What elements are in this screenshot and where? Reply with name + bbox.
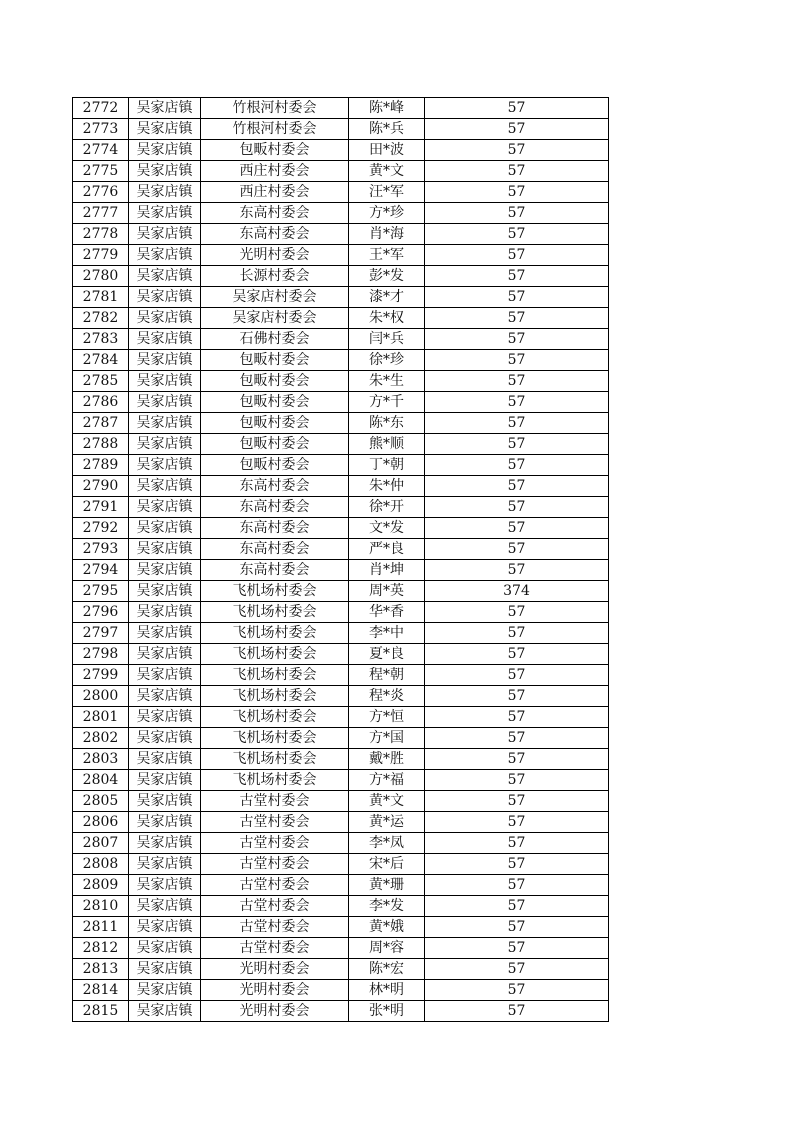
- cell-number: 2808: [73, 854, 129, 875]
- table-row: [73, 644, 609, 665]
- cell-village-committee: 包畈村委会: [201, 434, 349, 455]
- table-row: [73, 959, 609, 980]
- table-row: [73, 896, 609, 917]
- cell-village-committee: 东高村委会: [201, 203, 349, 224]
- cell-amount: 57: [425, 665, 609, 686]
- cell-village-committee: 古堂村委会: [201, 917, 349, 938]
- cell-number: 2780: [73, 266, 129, 287]
- cell-town: 吴家店镇: [129, 140, 201, 161]
- cell-person-name: 王*军: [349, 245, 425, 266]
- cell-amount: 57: [425, 140, 609, 161]
- cell-number: 2778: [73, 224, 129, 245]
- cell-village-committee: 古堂村委会: [201, 812, 349, 833]
- cell-person-name: 方*恒: [349, 707, 425, 728]
- cell-town: 吴家店镇: [129, 665, 201, 686]
- cell-amount: 57: [425, 119, 609, 140]
- cell-amount: 57: [425, 707, 609, 728]
- cell-number: 2784: [73, 350, 129, 371]
- cell-person-name: 朱*权: [349, 308, 425, 329]
- cell-town: 吴家店镇: [129, 728, 201, 749]
- cell-person-name: 田*波: [349, 140, 425, 161]
- cell-town: 吴家店镇: [129, 707, 201, 728]
- table-row: [73, 938, 609, 959]
- cell-amount: 57: [425, 896, 609, 917]
- cell-amount: 57: [425, 623, 609, 644]
- table-row: [73, 98, 609, 119]
- table-row: [73, 707, 609, 728]
- cell-town: 吴家店镇: [129, 161, 201, 182]
- cell-person-name: 漆*才: [349, 287, 425, 308]
- cell-number: 2788: [73, 434, 129, 455]
- cell-town: 吴家店镇: [129, 959, 201, 980]
- table-row: [73, 413, 609, 434]
- cell-town: 吴家店镇: [129, 602, 201, 623]
- cell-town: 吴家店镇: [129, 224, 201, 245]
- cell-number: 2806: [73, 812, 129, 833]
- cell-person-name: 方*千: [349, 392, 425, 413]
- cell-amount: 57: [425, 560, 609, 581]
- cell-number: 2796: [73, 602, 129, 623]
- cell-amount: 57: [425, 329, 609, 350]
- cell-number: 2799: [73, 665, 129, 686]
- cell-number: 2776: [73, 182, 129, 203]
- cell-town: 吴家店镇: [129, 476, 201, 497]
- cell-person-name: 程*朝: [349, 665, 425, 686]
- cell-town: 吴家店镇: [129, 854, 201, 875]
- cell-amount: 57: [425, 497, 609, 518]
- cell-town: 吴家店镇: [129, 266, 201, 287]
- table-row: [73, 245, 609, 266]
- cell-number: 2801: [73, 707, 129, 728]
- cell-amount: 57: [425, 455, 609, 476]
- cell-person-name: 程*炎: [349, 686, 425, 707]
- table-row: [73, 623, 609, 644]
- cell-person-name: 方*珍: [349, 203, 425, 224]
- cell-person-name: 丁*朝: [349, 455, 425, 476]
- cell-village-committee: 飞机场村委会: [201, 602, 349, 623]
- cell-amount: 57: [425, 392, 609, 413]
- cell-number: 2795: [73, 581, 129, 602]
- cell-person-name: 李*发: [349, 896, 425, 917]
- cell-number: 2773: [73, 119, 129, 140]
- cell-amount: 57: [425, 203, 609, 224]
- table-row: [73, 350, 609, 371]
- cell-number: 2791: [73, 497, 129, 518]
- cell-village-committee: 东高村委会: [201, 539, 349, 560]
- cell-amount: 57: [425, 434, 609, 455]
- cell-number: 2792: [73, 518, 129, 539]
- cell-village-committee: 包畈村委会: [201, 371, 349, 392]
- cell-number: 2789: [73, 455, 129, 476]
- cell-village-committee: 飞机场村委会: [201, 644, 349, 665]
- cell-number: 2811: [73, 917, 129, 938]
- cell-town: 吴家店镇: [129, 812, 201, 833]
- table-row: [73, 812, 609, 833]
- cell-person-name: 彭*发: [349, 266, 425, 287]
- cell-town: 吴家店镇: [129, 875, 201, 896]
- table-row: [73, 665, 609, 686]
- cell-person-name: 林*明: [349, 980, 425, 1001]
- cell-amount: 57: [425, 287, 609, 308]
- cell-town: 吴家店镇: [129, 749, 201, 770]
- cell-amount: 57: [425, 770, 609, 791]
- cell-number: 2797: [73, 623, 129, 644]
- cell-person-name: 黄*文: [349, 161, 425, 182]
- cell-town: 吴家店镇: [129, 497, 201, 518]
- cell-number: 2802: [73, 728, 129, 749]
- cell-amount: 57: [425, 875, 609, 896]
- cell-town: 吴家店镇: [129, 98, 201, 119]
- cell-town: 吴家店镇: [129, 560, 201, 581]
- cell-amount: 57: [425, 959, 609, 980]
- cell-amount: 57: [425, 161, 609, 182]
- table-row: [73, 917, 609, 938]
- cell-village-committee: 飞机场村委会: [201, 665, 349, 686]
- cell-person-name: 黄*运: [349, 812, 425, 833]
- cell-village-committee: 包畈村委会: [201, 455, 349, 476]
- cell-town: 吴家店镇: [129, 938, 201, 959]
- cell-village-committee: 西庄村委会: [201, 161, 349, 182]
- cell-amount: 57: [425, 182, 609, 203]
- cell-person-name: 闫*兵: [349, 329, 425, 350]
- cell-amount: 57: [425, 728, 609, 749]
- cell-amount: 57: [425, 749, 609, 770]
- cell-town: 吴家店镇: [129, 329, 201, 350]
- cell-amount: 57: [425, 917, 609, 938]
- cell-number: 2785: [73, 371, 129, 392]
- cell-number: 2813: [73, 959, 129, 980]
- cell-town: 吴家店镇: [129, 539, 201, 560]
- cell-number: 2782: [73, 308, 129, 329]
- cell-person-name: 黄*珊: [349, 875, 425, 896]
- table-row: [73, 434, 609, 455]
- cell-village-committee: 光明村委会: [201, 959, 349, 980]
- cell-village-committee: 东高村委会: [201, 560, 349, 581]
- cell-amount: 57: [425, 413, 609, 434]
- cell-village-committee: 东高村委会: [201, 224, 349, 245]
- cell-amount: 57: [425, 686, 609, 707]
- table-row: [73, 770, 609, 791]
- table-row: [73, 1001, 609, 1022]
- cell-number: 2783: [73, 329, 129, 350]
- cell-person-name: 黄*文: [349, 791, 425, 812]
- cell-town: 吴家店镇: [129, 686, 201, 707]
- cell-town: 吴家店镇: [129, 308, 201, 329]
- table-row: [73, 518, 609, 539]
- cell-number: 2809: [73, 875, 129, 896]
- cell-town: 吴家店镇: [129, 392, 201, 413]
- table-row: [73, 875, 609, 896]
- table-row: [73, 749, 609, 770]
- cell-number: 2779: [73, 245, 129, 266]
- table-row: [73, 539, 609, 560]
- cell-person-name: 夏*良: [349, 644, 425, 665]
- cell-town: 吴家店镇: [129, 917, 201, 938]
- table-row: [73, 266, 609, 287]
- cell-person-name: 陈*宏: [349, 959, 425, 980]
- cell-amount: 57: [425, 644, 609, 665]
- cell-amount: 57: [425, 602, 609, 623]
- cell-amount: 57: [425, 812, 609, 833]
- table-row: [73, 476, 609, 497]
- cell-village-committee: 东高村委会: [201, 476, 349, 497]
- table-row: [73, 119, 609, 140]
- cell-number: 2787: [73, 413, 129, 434]
- table-row: [73, 455, 609, 476]
- cell-village-committee: 古堂村委会: [201, 938, 349, 959]
- cell-person-name: 方*国: [349, 728, 425, 749]
- cell-village-committee: 光明村委会: [201, 980, 349, 1001]
- cell-number: 2810: [73, 896, 129, 917]
- cell-village-committee: 石佛村委会: [201, 329, 349, 350]
- cell-person-name: 李*中: [349, 623, 425, 644]
- cell-village-committee: 飞机场村委会: [201, 623, 349, 644]
- cell-village-committee: 包畈村委会: [201, 392, 349, 413]
- table-body: [73, 98, 609, 1022]
- cell-person-name: 方*福: [349, 770, 425, 791]
- cell-village-committee: 东高村委会: [201, 518, 349, 539]
- cell-village-committee: 飞机场村委会: [201, 728, 349, 749]
- cell-number: 2781: [73, 287, 129, 308]
- cell-amount: 57: [425, 476, 609, 497]
- cell-amount: 57: [425, 371, 609, 392]
- table-row: [73, 602, 609, 623]
- table-row: [73, 392, 609, 413]
- cell-town: 吴家店镇: [129, 644, 201, 665]
- table-row: [73, 854, 609, 875]
- cell-village-committee: 飞机场村委会: [201, 707, 349, 728]
- cell-number: 2794: [73, 560, 129, 581]
- cell-number: 2775: [73, 161, 129, 182]
- cell-amount: 57: [425, 518, 609, 539]
- table-row: [73, 308, 609, 329]
- cell-person-name: 严*良: [349, 539, 425, 560]
- cell-village-committee: 古堂村委会: [201, 896, 349, 917]
- table-row: [73, 224, 609, 245]
- cell-person-name: 陈*兵: [349, 119, 425, 140]
- cell-town: 吴家店镇: [129, 203, 201, 224]
- cell-amount: 57: [425, 245, 609, 266]
- cell-number: 2807: [73, 833, 129, 854]
- cell-village-committee: 飞机场村委会: [201, 686, 349, 707]
- cell-amount: 57: [425, 539, 609, 560]
- cell-number: 2800: [73, 686, 129, 707]
- cell-person-name: 文*发: [349, 518, 425, 539]
- data-table: [72, 97, 609, 1022]
- cell-town: 吴家店镇: [129, 287, 201, 308]
- cell-village-committee: 吴家店村委会: [201, 287, 349, 308]
- table-row: [73, 161, 609, 182]
- cell-person-name: 李*凤: [349, 833, 425, 854]
- cell-village-committee: 包畈村委会: [201, 350, 349, 371]
- cell-village-committee: 飞机场村委会: [201, 770, 349, 791]
- cell-village-committee: 包畈村委会: [201, 140, 349, 161]
- cell-person-name: 陈*峰: [349, 98, 425, 119]
- cell-town: 吴家店镇: [129, 770, 201, 791]
- cell-town: 吴家店镇: [129, 1001, 201, 1022]
- cell-town: 吴家店镇: [129, 980, 201, 1001]
- cell-person-name: 汪*军: [349, 182, 425, 203]
- cell-number: 2790: [73, 476, 129, 497]
- cell-village-committee: 光明村委会: [201, 1001, 349, 1022]
- cell-village-committee: 古堂村委会: [201, 833, 349, 854]
- cell-number: 2772: [73, 98, 129, 119]
- cell-number: 2805: [73, 791, 129, 812]
- cell-amount: 57: [425, 854, 609, 875]
- cell-person-name: 陈*东: [349, 413, 425, 434]
- cell-amount: 57: [425, 266, 609, 287]
- cell-number: 2777: [73, 203, 129, 224]
- cell-number: 2815: [73, 1001, 129, 1022]
- cell-village-committee: 竹根河村委会: [201, 98, 349, 119]
- table-row: [73, 581, 609, 602]
- cell-amount: 57: [425, 791, 609, 812]
- cell-town: 吴家店镇: [129, 350, 201, 371]
- cell-village-committee: 长源村委会: [201, 266, 349, 287]
- cell-village-committee: 包畈村委会: [201, 413, 349, 434]
- cell-town: 吴家店镇: [129, 119, 201, 140]
- cell-town: 吴家店镇: [129, 791, 201, 812]
- cell-town: 吴家店镇: [129, 623, 201, 644]
- table-row: [73, 287, 609, 308]
- cell-number: 2804: [73, 770, 129, 791]
- cell-person-name: 朱*仲: [349, 476, 425, 497]
- cell-person-name: 周*英: [349, 581, 425, 602]
- cell-number: 2774: [73, 140, 129, 161]
- table-row: [73, 182, 609, 203]
- cell-person-name: 黄*娥: [349, 917, 425, 938]
- cell-number: 2812: [73, 938, 129, 959]
- cell-number: 2798: [73, 644, 129, 665]
- cell-town: 吴家店镇: [129, 371, 201, 392]
- cell-village-committee: 飞机场村委会: [201, 581, 349, 602]
- cell-town: 吴家店镇: [129, 245, 201, 266]
- cell-town: 吴家店镇: [129, 455, 201, 476]
- table-row: [73, 329, 609, 350]
- cell-person-name: 宋*后: [349, 854, 425, 875]
- cell-village-committee: 飞机场村委会: [201, 749, 349, 770]
- cell-person-name: 徐*珍: [349, 350, 425, 371]
- cell-town: 吴家店镇: [129, 518, 201, 539]
- cell-village-committee: 光明村委会: [201, 245, 349, 266]
- cell-town: 吴家店镇: [129, 182, 201, 203]
- cell-amount: 57: [425, 350, 609, 371]
- cell-village-committee: 古堂村委会: [201, 791, 349, 812]
- cell-person-name: 肖*海: [349, 224, 425, 245]
- table-row: [73, 560, 609, 581]
- table-row: [73, 791, 609, 812]
- cell-amount: 57: [425, 1001, 609, 1022]
- cell-number: 2814: [73, 980, 129, 1001]
- cell-village-committee: 东高村委会: [201, 497, 349, 518]
- cell-person-name: 周*容: [349, 938, 425, 959]
- cell-person-name: 徐*开: [349, 497, 425, 518]
- cell-village-committee: 吴家店村委会: [201, 308, 349, 329]
- cell-person-name: 朱*生: [349, 371, 425, 392]
- cell-amount: 57: [425, 98, 609, 119]
- cell-amount: 57: [425, 224, 609, 245]
- cell-person-name: 熊*顺: [349, 434, 425, 455]
- table-row: [73, 686, 609, 707]
- cell-number: 2793: [73, 539, 129, 560]
- cell-number: 2786: [73, 392, 129, 413]
- cell-village-committee: 西庄村委会: [201, 182, 349, 203]
- table-row: [73, 371, 609, 392]
- cell-village-committee: 古堂村委会: [201, 854, 349, 875]
- table-row: [73, 728, 609, 749]
- cell-amount: 57: [425, 980, 609, 1001]
- cell-town: 吴家店镇: [129, 434, 201, 455]
- cell-person-name: 戴*胜: [349, 749, 425, 770]
- cell-amount: 374: [425, 581, 609, 602]
- cell-town: 吴家店镇: [129, 896, 201, 917]
- cell-number: 2803: [73, 749, 129, 770]
- cell-person-name: 肖*坤: [349, 560, 425, 581]
- cell-amount: 57: [425, 833, 609, 854]
- cell-amount: 57: [425, 938, 609, 959]
- table-row: [73, 833, 609, 854]
- cell-amount: 57: [425, 308, 609, 329]
- cell-town: 吴家店镇: [129, 581, 201, 602]
- cell-town: 吴家店镇: [129, 413, 201, 434]
- cell-person-name: 华*香: [349, 602, 425, 623]
- cell-village-committee: 竹根河村委会: [201, 119, 349, 140]
- table-row: [73, 203, 609, 224]
- table-row: [73, 140, 609, 161]
- cell-person-name: 张*明: [349, 1001, 425, 1022]
- cell-town: 吴家店镇: [129, 833, 201, 854]
- table-row: [73, 980, 609, 1001]
- cell-village-committee: 古堂村委会: [201, 875, 349, 896]
- table-row: [73, 497, 609, 518]
